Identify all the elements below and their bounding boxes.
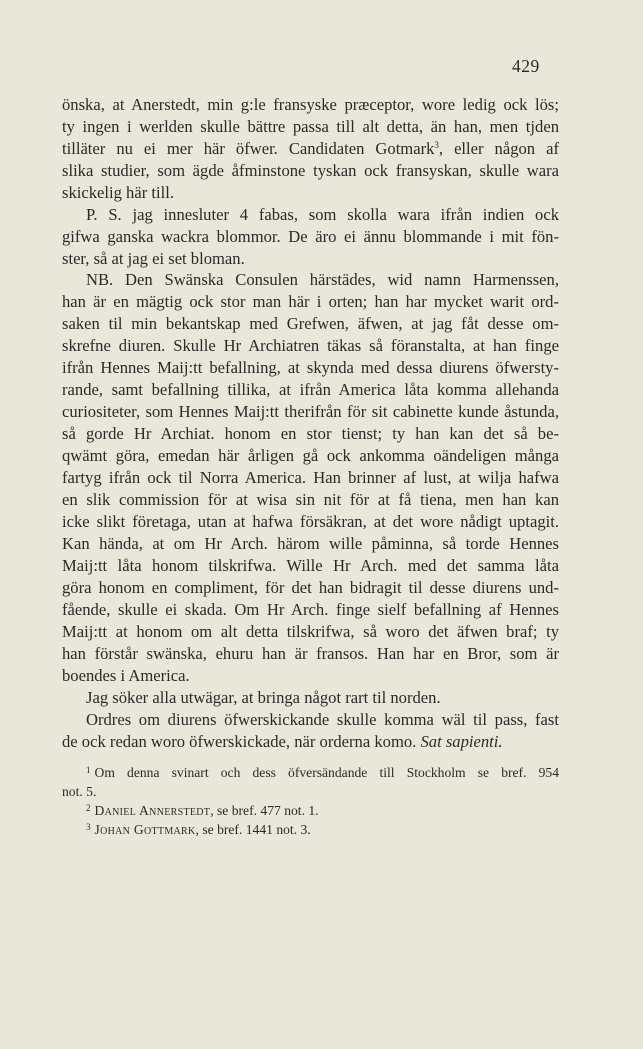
body-line: Kan hända, at om Hr Arch. härom wille påminna, så torde Hennes	[62, 534, 559, 553]
body-line: gifwa ganska wackra blommor. De äro ei ännu blommande i mit fön-	[62, 227, 559, 246]
body-line: en slik commission för at wisa sin nit för at få tiena, men han kan	[62, 490, 559, 509]
footnote-mark-1: 1	[86, 765, 91, 775]
footnote-text: , se bref. 477 not. 1.	[210, 803, 319, 818]
body-line: skickelig här till.	[62, 183, 174, 202]
closing-phrase: Sat sapienti.	[420, 732, 503, 751]
body-line	[62, 138, 559, 159]
footnote-1	[86, 764, 559, 782]
body-line: rande, samt befallning tillika, at ifrån America låta komma allehanda	[62, 380, 559, 399]
body-line: ifrån Hennes Maij:tt befallning, at skynda med dessa diurens öfwersty-	[62, 358, 559, 377]
footnote-person-name: Daniel Annerstedt	[94, 803, 211, 818]
body-line: Jag söker alla utwägar, at bringa något rart til norden.	[86, 688, 441, 707]
page-number: 429	[512, 56, 540, 76]
footnote-person-name: Johan Gottmark	[94, 822, 196, 837]
body-line: skrefne diuren. Skulle Hr Archiatren täkas så föranstalta, at han finge	[62, 336, 559, 355]
body-line: fartyg ifrån ock til Norra America. Han brinner af lust, at wilja hafwa	[62, 468, 559, 487]
body-line: NB. Den Swänska Consulen härstädes, wid namn Harmenssen,	[86, 270, 559, 289]
body-line: curiositeter, som Hennes Maij:tt therifrån för sit cabinette kunde åstunda,	[62, 402, 559, 421]
body-line: ty ingen i werlden skulle bättre passa till alt detta, än han, men tjden	[62, 117, 559, 136]
body-line: icke slikt företaga, utan at hafwa försäkran, at det wore nådigt uptagit.	[62, 512, 559, 531]
footnote-3	[86, 821, 559, 839]
body-line-text: tilläter nu ei mer här öfwer. Candidaten Gotmark	[62, 139, 435, 158]
footnote-ref-3: 3	[434, 140, 439, 150]
body-line: qwämt göra, emedan här årligen gå ock ankomma oändeligen många	[62, 446, 559, 465]
body-line: P. S. jag innesluter 4 fabas, som skolla wara ifrån indien ock	[86, 205, 559, 224]
body-line: göra honom en compliment, för det han bidragit til desse diurens und-	[62, 578, 559, 597]
body-line: slika studier, som ägde åfminstone tyskan ock fransyskan, skulle wara	[62, 161, 559, 180]
body-line: önska, at Anerstedt, min g:le fransyske præceptor, wore ledig ock lös;	[62, 95, 559, 114]
body-line: han är en mägtig ock stor man här i orten; han har mycket warit ord-	[62, 292, 559, 311]
footnote-2	[86, 802, 559, 820]
body-line-text: , eller någon af	[438, 139, 559, 158]
footnote-mark-3: 3	[86, 822, 91, 832]
body-line: så gorde Hr Archiat. honom en stor tienst; ty han kan det så be-	[62, 424, 559, 443]
body-line-text: de ock redan woro öfwerskickade, när orderna komo.	[62, 732, 417, 751]
body-line: Maij:tt at honom om alt detta tilskrifwa, så woro det äfwen braf; ty	[62, 622, 559, 641]
body-line: han förstår swänska, ehuru han är fransos. Han har en Bror, som är	[62, 644, 559, 663]
body-line: saken til min bekantskap med Grefwen, äfwen, at jag fåt desse om-	[62, 314, 559, 333]
body-line	[62, 731, 559, 752]
body-line: ster, så at jag ei set bloman.	[62, 249, 245, 268]
body-line: fående, skulle ei skada. Om Hr Arch. finge sielf befallning af Hennes	[62, 600, 559, 619]
footnote-mark-2: 2	[86, 803, 91, 813]
body-line: boendes i America.	[62, 666, 190, 685]
body-line: Ordres om diurens öfwerskickande skulle komma wäl til pass, fast	[86, 710, 559, 729]
footnote-text: Om denna svinart och dess öfversändande till Stockholm se bref. 954	[94, 765, 559, 780]
footnote-1-continuation: not. 5.	[62, 784, 97, 799]
footnote-text: , se bref. 1441 not. 3.	[195, 822, 311, 837]
body-line: Maij:tt låta honom tilskrifwa. Wille Hr Arch. med det samma låta	[62, 556, 559, 575]
